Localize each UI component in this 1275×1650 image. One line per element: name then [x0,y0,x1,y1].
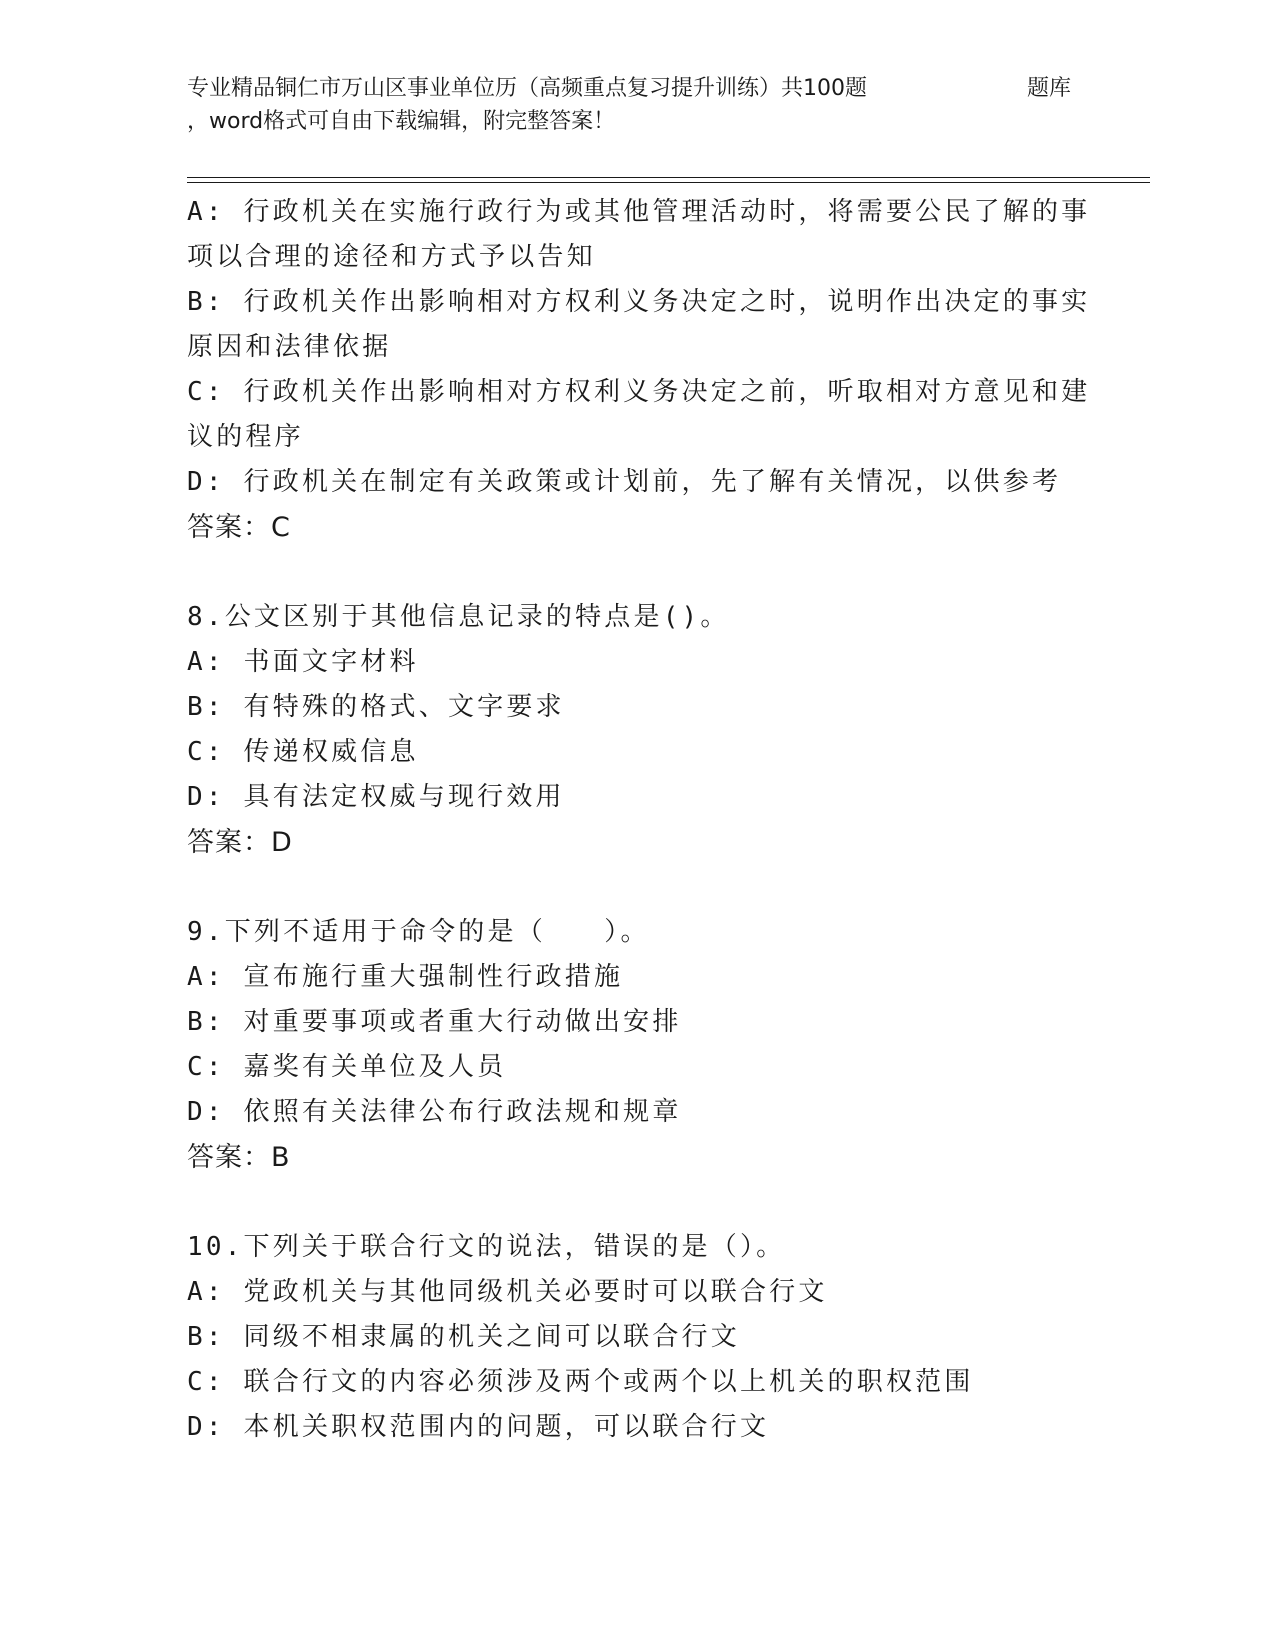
option-b: B: 对重要事项或者重大行动做出安排 [187,1007,682,1037]
answer: 答案：B [187,1142,291,1173]
page-header [187,72,1087,138]
option-a: A: 党政机关与其他同级机关必要时可以联合行文 [187,1277,828,1307]
spacer [187,1180,1087,1225]
option-b-line-1: B: 行政机关作出影响相对方权利义务决定之时，说明作出决定的事实 [187,287,1091,317]
header-rule-top [187,177,1150,178]
option-a: A: 书面文字材料 [187,647,419,677]
question-7-continued [187,190,1091,550]
option-c-line-2: 议的程序 [187,422,304,452]
answer: 答案：C [187,512,291,543]
option-a-line-2: 项以合理的途径和方式予以告知 [187,242,596,272]
option-c: C: 传递权威信息 [187,737,419,767]
header-tag: 题库 [1027,76,1072,101]
option-d: D: 具有法定权威与现行效用 [187,782,565,812]
option-b: B: 同级不相隶属的机关之间可以联合行文 [187,1322,740,1352]
question-stem: 8.公文区别于其他信息记录的特点是()。 [187,602,730,632]
option-a-line-1: A: 行政机关在实施行政行为或其他管理活动时，将需要公民了解的事 [187,197,1091,227]
option-b-line-2: 原因和法律依据 [187,332,392,362]
option-d: D: 行政机关在制定有关政策或计划前，先了解有关情况，以供参考 [187,467,1062,497]
header-title: 专业精品铜仁市万山区事业单位历（高频重点复习提升训练）共100题 [187,76,867,101]
question-10 [187,1225,1087,1450]
question-stem: 9.下列不适用于命令的是（ ）。 [187,917,650,947]
spacer [187,550,1087,595]
question-content [187,190,1091,1450]
option-c-line-1: C: 行政机关作出影响相对方权利义务决定之前，听取相对方意见和建 [187,377,1091,407]
answer: 答案：D [187,827,293,858]
option-a: A: 宣布施行重大强制性行政措施 [187,962,624,992]
option-c: C: 嘉奖有关单位及人员 [187,1052,507,1082]
spacer [187,865,1087,910]
header-rule-bottom [187,182,1150,183]
option-d: D: 本机关职权范围内的问题，可以联合行文 [187,1412,770,1442]
header-subtitle: ，word格式可自由下载编辑，附完整答案！ [187,109,616,134]
header-line-1 [187,72,1087,105]
option-c: C: 联合行文的内容必须涉及两个或两个以上机关的职权范围 [187,1367,974,1397]
question-8 [187,595,1087,865]
option-d: D: 依照有关法律公布行政法规和规章 [187,1097,682,1127]
option-b: B: 有特殊的格式、文字要求 [187,692,565,722]
question-9 [187,910,1087,1180]
question-stem: 10.下列关于联合行文的说法，错误的是（）。 [187,1232,786,1262]
